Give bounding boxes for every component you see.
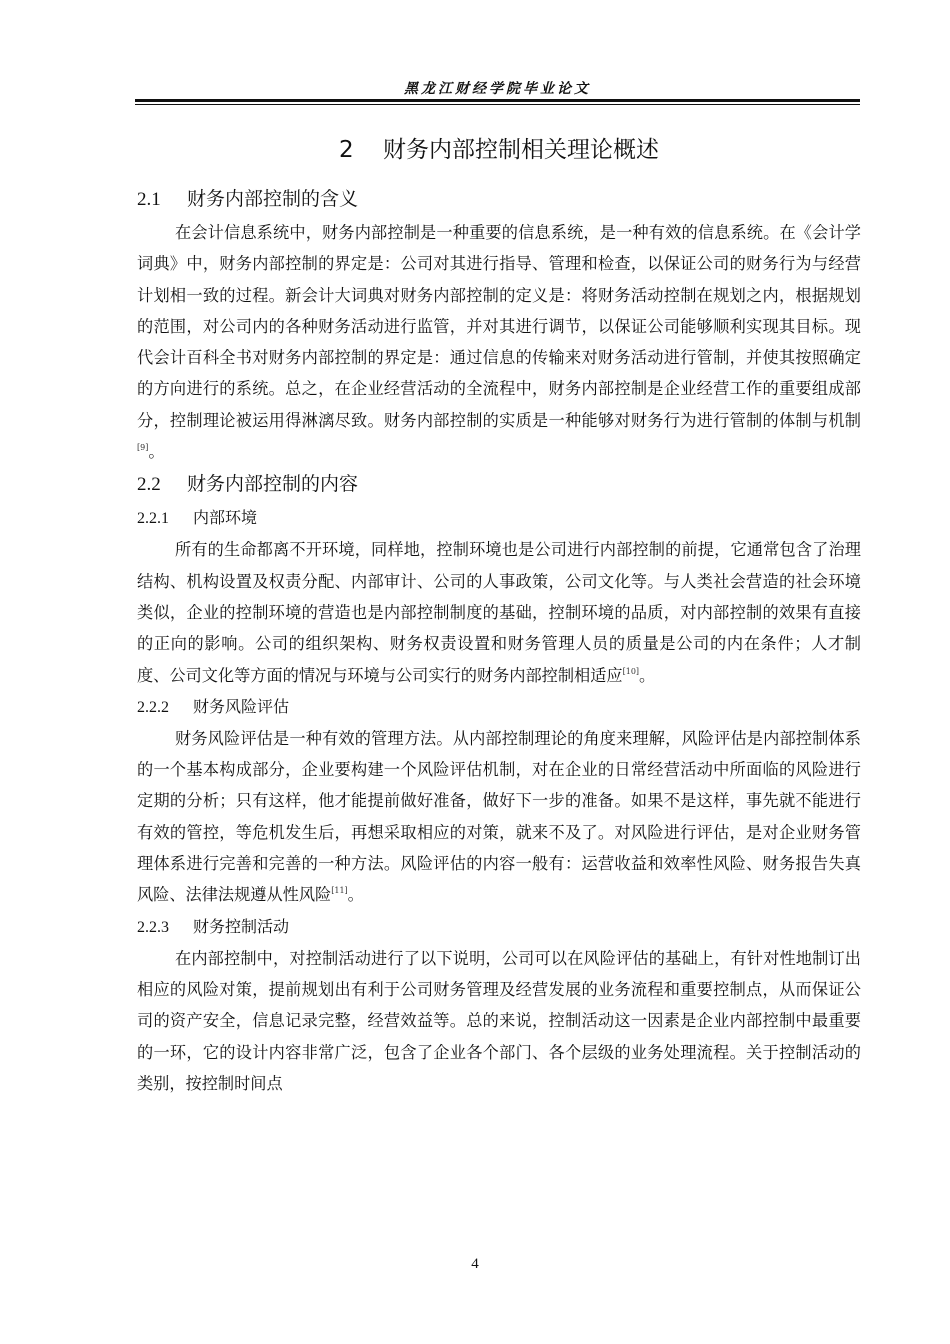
chapter-title-text: 财务内部控制相关理论概述 xyxy=(382,137,659,163)
subsection-number: 2.2.2 xyxy=(137,698,169,716)
page-number: 4 xyxy=(471,1256,479,1272)
body-paragraph: 在内部控制中，对控制活动进行了以下说明，公司可以在风险评估的基础上，有针对性地制订出相应的风险对策，提前规划出有利于公司财务管理及经营发展的业务流程和重要控制点，从而保证公司的资产安全，信息记录完整，经营效益等。总的来说，控制活动这一因素是企业内部控制中最重要的一环，它的设计内容非常广泛，包含了企业各个部门、各个层级的业务处理流程。关于控制活动的类别，按控制时间点 xyxy=(137,948,861,1093)
citation: [10] xyxy=(622,666,640,676)
running-header: 黑龙江财经学院毕业论文 xyxy=(404,81,591,97)
body-paragraph: 财务风险评估是一种有效的管理方法。从内部控制理论的角度来理解，风险评估是内部控制体系的一个基本构成部分，企业要构建一个风险评估机制，对在企业的日常经营活动中所面临的风险进行定期的分析；只有这样，他才能提前做好准备，做好下一步的准备。如果不是这样，事先就不能进行有效的管控，等危机发生后，再想采取相应的对策，就来不及了。对风险进行评估，是对企业财务管理体系进行完善和完善的一种方法。风险评估的内容一般有：运营收益和效率性风险、财务报告失真风险、法律法规遵从性风险[11]。 xyxy=(137,728,861,905)
subsection-number: 2.2.3 xyxy=(137,918,169,936)
citation: [11] xyxy=(331,886,348,896)
subsection-title: 内部环境 xyxy=(193,508,258,528)
section-heading xyxy=(137,182,861,217)
subsection-heading xyxy=(137,691,861,723)
page-body xyxy=(137,132,861,1099)
section-title: 财务内部控制的含义 xyxy=(187,188,359,210)
subsection-number: 2.2.1 xyxy=(137,510,169,528)
body-paragraph: 在会计信息系统中，财务内部控制是一种重要的信息系统，是一种有效的信息系统。在《会计学词典》中，财务内部控制的界定是：公司对其进行指导、管理和检查，以保证公司的财务行为与经营计划相一致的过程。新会计大词典对财务内部控制的定义是：将财务活动控制在规划之内，根据规划的范围，对公司内的各种财务活动进行监管，并对其进行调节，以保证公司能够顺利实现其目标。现代会计百科全书对财务内部控制的界定是：通过信息的传输来对财务活动进行管制，并使其按照确定的方向进行的系统。总之，在企业经营活动的全流程中，财务内部控制是企业经营工作的重要组成部分，控制理论被运用得淋漓尽致。财务内部控制的实质是一种能够对财务行为进行管制的体制与机制[9]。 xyxy=(137,223,861,462)
subsection-heading xyxy=(137,911,861,943)
header-rule-thick xyxy=(135,99,860,102)
section-number: 2.2 xyxy=(137,474,161,496)
subsection-title: 财务风险评估 xyxy=(193,696,290,716)
section-number: 2.1 xyxy=(137,189,161,210)
subsection-title: 财务控制活动 xyxy=(193,916,290,936)
citation: [9] xyxy=(137,443,149,453)
header-rule-thin xyxy=(135,104,860,105)
chapter-title xyxy=(137,132,861,168)
section-title: 财务内部控制的内容 xyxy=(187,473,359,496)
chapter-number: 2 xyxy=(339,137,354,163)
body-paragraph: 所有的生命都离不开环境，同样地，控制环境也是公司进行内部控制的前提，它通常包含了治理结构、机构设置及权责分配、内部审计、公司的人事政策，公司文化等。与人类社会营造的社会环境类似，企业的控制环境的营造也是内部控制制度的基础，控制环境的品质，对内部控制的效果有直接的正向的影响。公司的组织架构、财务权责设置和财务管理人员的质量是公司的内在条件；人才制度、公司文化等方面的情况与环境与公司实行的财务内部控制相适应[10]。 xyxy=(137,540,861,685)
section-heading xyxy=(137,467,861,502)
subsection-heading xyxy=(137,502,861,534)
